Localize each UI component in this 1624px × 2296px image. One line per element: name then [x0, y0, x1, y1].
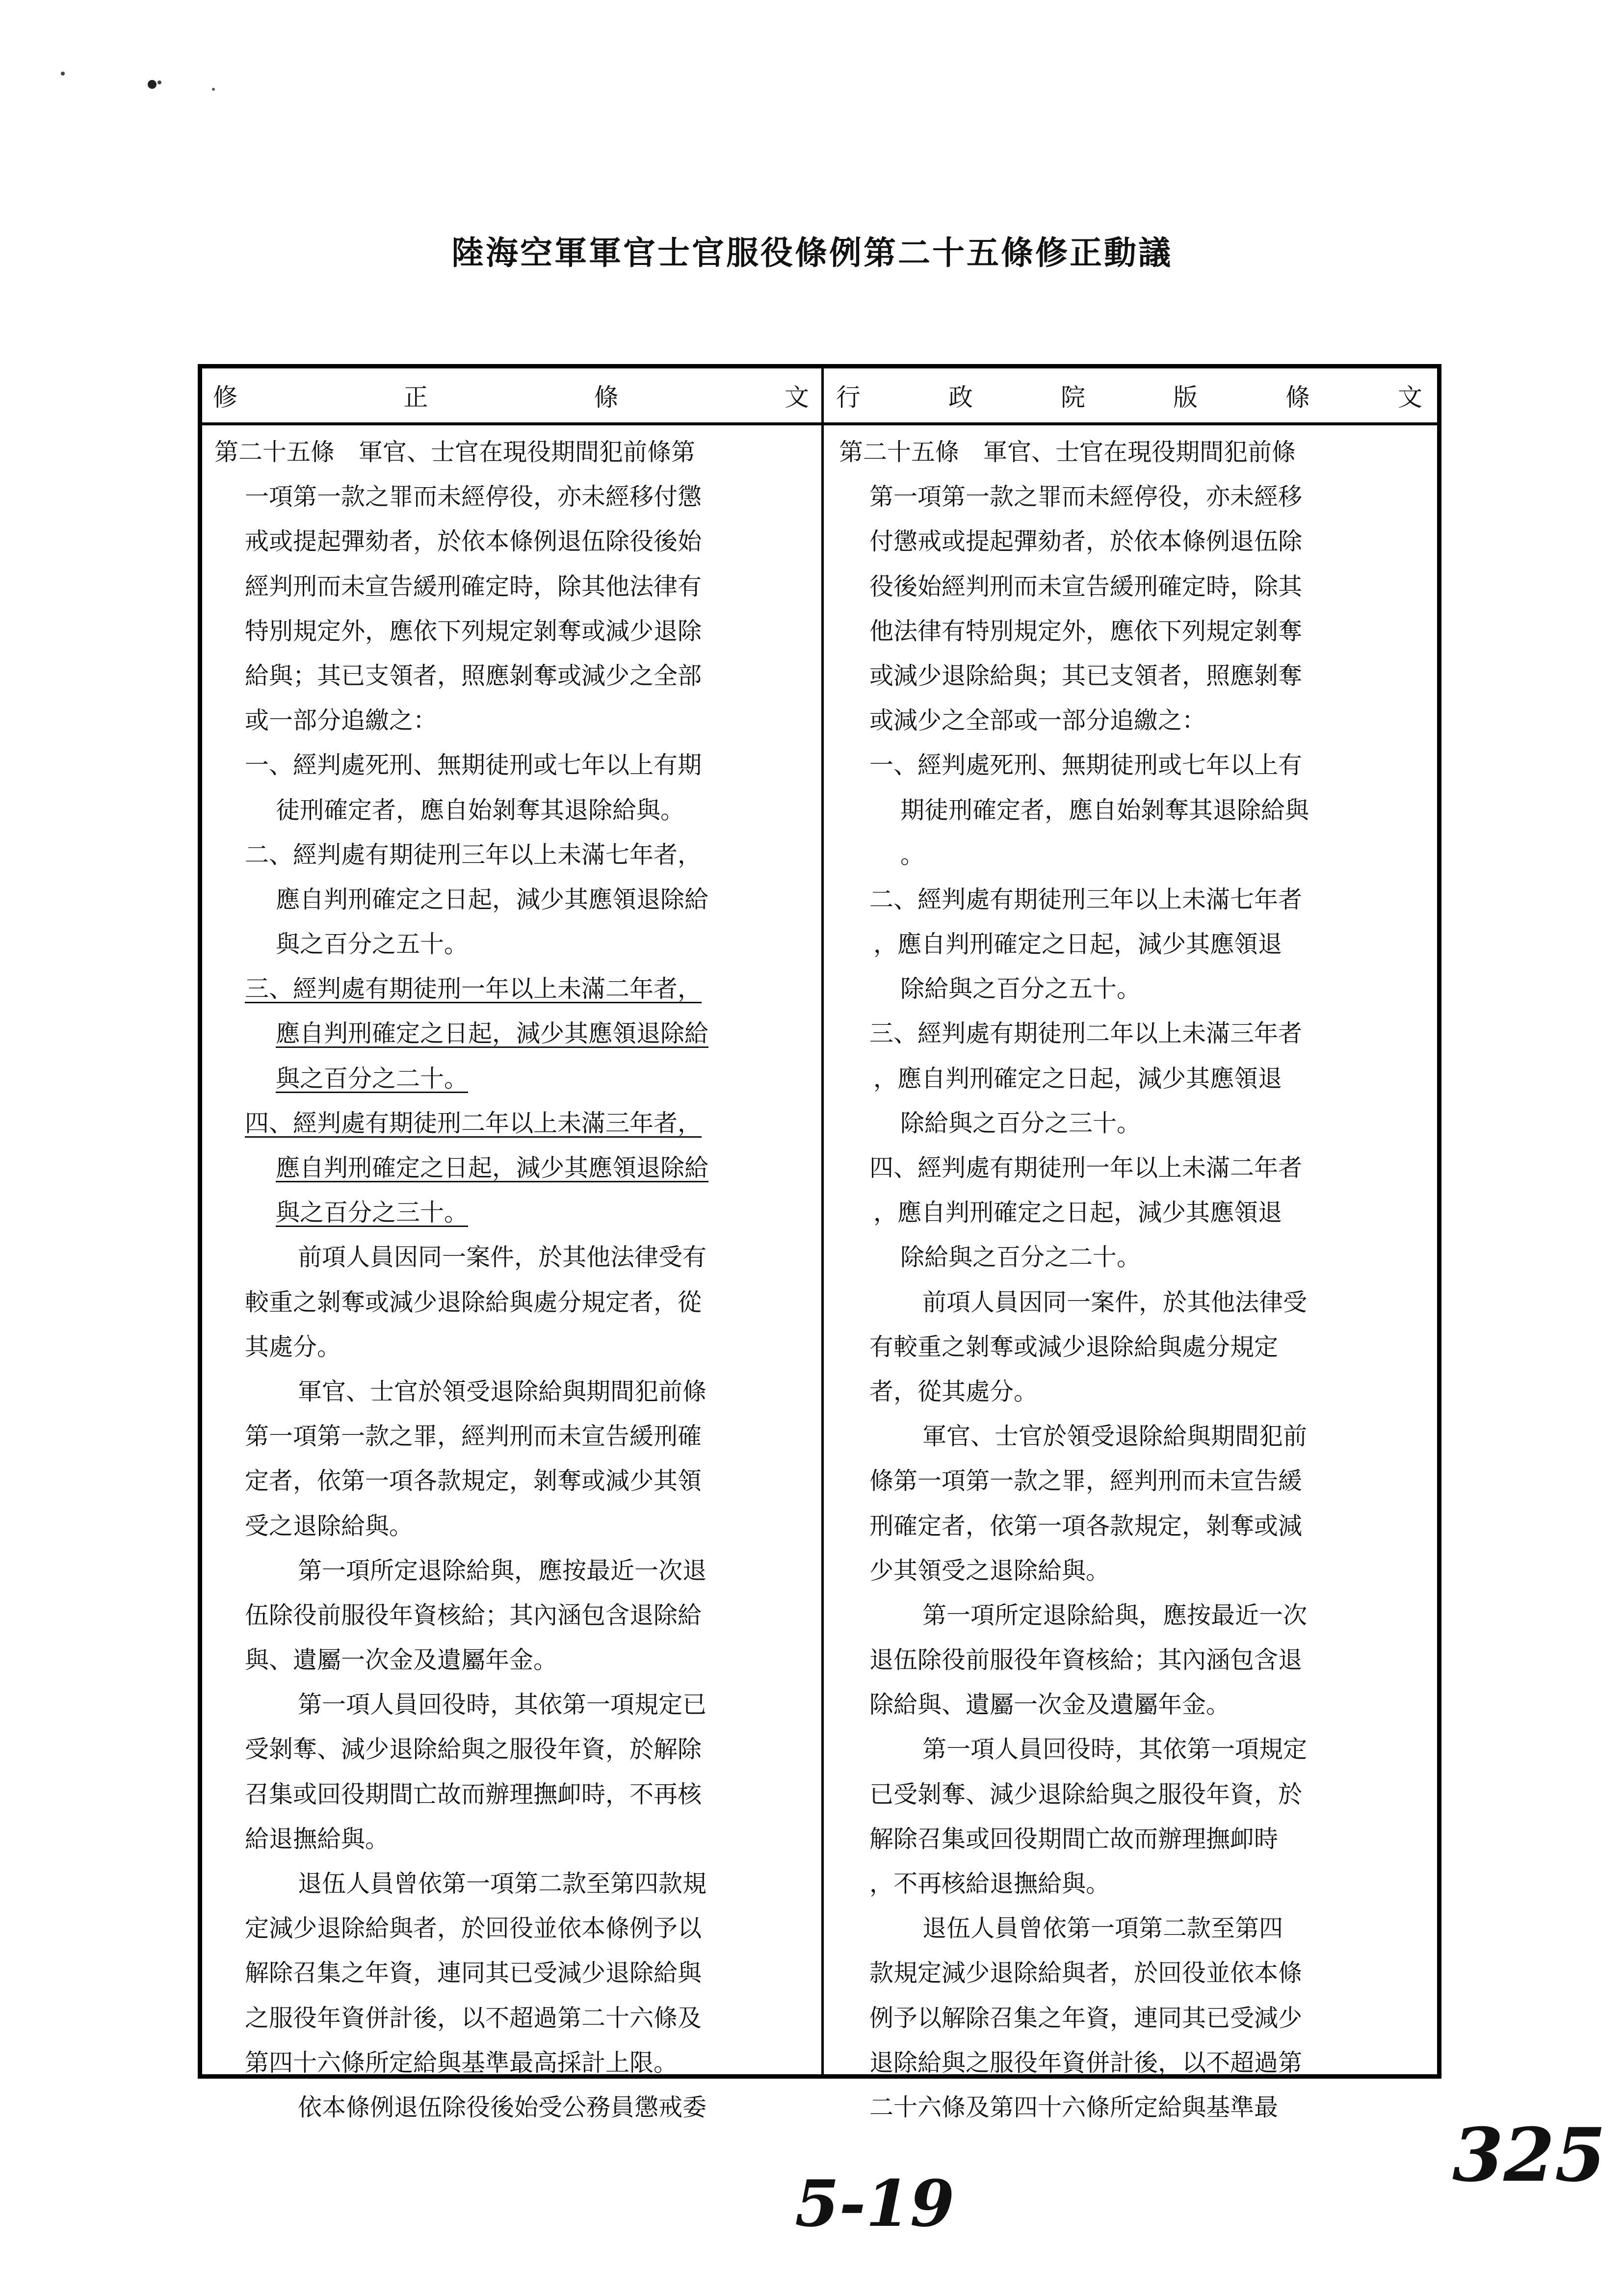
text-line: 軍官、士官於領受退除給與期間犯前: [922, 1422, 1308, 1451]
text-line: 一、經判處死刑、無期徒刑或七年以上有期: [245, 751, 702, 780]
header-rule: [202, 422, 1437, 425]
text-line: 或減少退除給與；其已支領者，照應剝奪: [869, 661, 1303, 690]
text-line: 戒或提起彈劾者，於依本條例退伍除役後始: [245, 527, 702, 556]
header-char: 版: [1173, 383, 1198, 412]
text-line: 除給與、遺屬一次金及遺屬年金。: [869, 1691, 1231, 1719]
document-title: 陸海空軍軍官士官服役條例第二十五條修正動議: [451, 234, 1173, 272]
text-line: 受剝奪、減少退除給與之服役年資，於解除: [245, 1735, 702, 1764]
text-line: 一項第一款之罪而未經停役，亦未經移付懲: [245, 483, 702, 511]
text-line: 期徒刑確定者，應自始剝奪其退除給與: [900, 796, 1310, 824]
amended-article-text: [214, 430, 708, 2130]
text-line: 四、經判處有期徒刑一年以上未滿二年者: [869, 1154, 1303, 1182]
text-line: 。: [900, 840, 925, 869]
text-line: 第一項第一款之罪而未經停役，亦未經移: [869, 483, 1303, 511]
text-line: 者，從其處分。: [869, 1377, 1038, 1406]
amended-line: 三、經判處有期徒刑一年以上未滿二年者，: [245, 975, 702, 1003]
text-line: 依本條例退伍除役後始受公務員懲戒委: [298, 2093, 707, 2121]
text-line: 經判刑而未宣告緩刑確定時，除其他法律有: [245, 572, 702, 600]
text-line: 除給與之百分之五十。: [900, 975, 1141, 1003]
text-line: 軍官、士官於領受退除給與期間犯前條: [298, 1377, 707, 1406]
text-line: 二、經判處有期徒刑三年以上未滿七年者: [869, 885, 1303, 913]
text-line: 已受剝奪、減少退除給與之服役年資，於: [869, 1780, 1303, 1808]
text-line: 二十六條及第四十六條所定給與基準最: [869, 2093, 1279, 2121]
text-line: 款規定減少退除給與者，於回役並依本條: [869, 1959, 1303, 1987]
text-line: 條第一項第一款之罪，經判刑而未宣告緩: [869, 1467, 1303, 1495]
text-line: 少其領受之退除給與。: [869, 1556, 1110, 1585]
text-line: 給與；其已支領者，照應剝奪或減少之全部: [245, 661, 702, 690]
text-line: 應自判刑確定之日起，減少其應領退除給: [276, 885, 709, 913]
text-line: ，應自判刑確定之日起，減少其應領退: [873, 1064, 1283, 1093]
text-line: 退伍人員曾依第一項第二款至第四款規: [298, 1870, 707, 1898]
header-char: 正: [403, 383, 428, 412]
text-line: 與、遺屬一次金及遺屬年金。: [245, 1646, 558, 1674]
header-char: 條: [1285, 383, 1310, 412]
text-line: 徒刑確定者，應自始剝奪其退除給與。: [276, 796, 685, 824]
text-line: 第一項所定退除給與，應按最近一次: [922, 1601, 1308, 1629]
text-line: 定減少退除給與者，於回役並依本條例予以: [245, 1914, 702, 1943]
amended-line: 應自判刑確定之日起，減少其應領退除給: [276, 1019, 709, 1048]
text-line: 一、經判處死刑、無期徒刑或七年以上有: [869, 751, 1303, 780]
comparison-table: [198, 364, 1441, 2121]
text-line: 除給與之百分之二十。: [900, 1243, 1141, 1272]
text-line: 召集或回役期間亡故而辦理撫卹時，不再核: [245, 1780, 702, 1808]
handwritten-page-number: 5-19: [795, 2166, 955, 2241]
text-line: 與之百分之五十。: [276, 930, 469, 959]
header-amended-text: [213, 368, 809, 422]
header-char: 政: [948, 383, 973, 412]
column-divider: [821, 368, 824, 2074]
amended-line: 應自判刑確定之日起，減少其應領退除給: [276, 1154, 709, 1182]
amended-line: 與之百分之三十。: [276, 1199, 469, 1227]
text-line: 解除召集之年資，連同其已受減少退除給與: [245, 1959, 702, 1987]
text-line: 解除召集或回役期間亡故而辦理撫卹時: [869, 1825, 1279, 1853]
text-line: 他法律有特別規定外，應依下列規定剝奪: [869, 617, 1303, 645]
text-line: 付懲戒或提起彈劾者，於依本條例退伍除: [869, 527, 1303, 556]
text-line: ，應自判刑確定之日起，減少其應領退: [873, 1199, 1283, 1227]
executive-yuan-article-text: [839, 430, 1309, 2130]
header-char: 行: [836, 383, 861, 412]
text-line: 定者，依第一項各款規定，剝奪或減少其領: [245, 1467, 702, 1495]
text-line: 第一項所定退除給與，應按最近一次退: [298, 1556, 707, 1585]
text-line: 特別規定外，應依下列規定剝奪或減少退除: [245, 617, 702, 645]
text-line: 第一項人員回役時，其依第一項規定: [922, 1735, 1308, 1764]
header-char: 文: [1398, 383, 1422, 412]
text-line: 第一項人員回役時，其依第一項規定已: [298, 1691, 707, 1719]
scan-speck-marks: [59, 64, 236, 98]
text-line: 有較重之剝奪或減少退除給與處分規定: [869, 1332, 1279, 1361]
text-line: 三、經判處有期徒刑二年以上未滿三年者: [869, 1019, 1303, 1048]
text-line: 或減少之全部或一部分追繳之：: [869, 706, 1206, 735]
header-executive-yuan-version: [836, 368, 1422, 422]
text-line: 前項人員因同一案件，於其他法律受: [922, 1288, 1308, 1316]
text-line: 前項人員因同一案件，於其他法律受有: [298, 1243, 707, 1272]
text-line: 二、經判處有期徒刑三年以上未滿七年者，: [245, 840, 702, 869]
text-line: 給退撫給與。: [245, 1825, 390, 1853]
text-line: 退伍人員曾依第一項第二款至第四: [922, 1914, 1283, 1943]
text-line: 或一部分追繳之：: [245, 706, 438, 735]
text-line: 退伍除役前服役年資核給；其內涵包含退: [869, 1646, 1303, 1674]
text-line: 其處分。: [245, 1332, 341, 1361]
header-char: 條: [594, 383, 619, 412]
text-line: 受之退除給與。: [245, 1512, 414, 1540]
text-line: 伍除役前服役年資核給；其內涵包含退除給: [245, 1601, 702, 1629]
text-line: 例予以解除召集之年資，連同其已受減少: [869, 2004, 1303, 2032]
text-line: ，應自判刑確定之日起，減少其應領退: [873, 930, 1283, 959]
text-line: ，不再核給退撫給與。: [869, 1870, 1110, 1898]
text-line: 刑確定者，依第一項各款規定，剝奪或減: [869, 1512, 1303, 1540]
header-char: 修: [213, 383, 237, 412]
amended-line: 與之百分之二十。: [276, 1064, 469, 1093]
handwritten-sheet-number: 325: [1452, 2112, 1606, 2198]
text-line: 役後始經判刑而未宣告緩刑確定時，除其: [869, 572, 1303, 600]
text-line: 除給與之百分之三十。: [900, 1109, 1141, 1137]
text-line: 較重之剝奪或減少退除給與處分規定者，從: [245, 1288, 702, 1316]
header-char: 文: [784, 383, 809, 412]
text-line: 退除給與之服役年資併計後，以不超過第: [869, 2048, 1303, 2077]
text-line: 第二十五條 軍官、士官在現役期間犯前條: [839, 438, 1296, 466]
amended-line: 四、經判處有期徒刑二年以上未滿三年者，: [245, 1109, 702, 1137]
text-line: 第一項第一款之罪，經判刑而未宣告緩刑確: [245, 1422, 702, 1451]
text-line: 之服役年資併計後，以不超過第二十六條及: [245, 2004, 702, 2032]
text-line: 第二十五條 軍官、士官在現役期間犯前條第: [214, 438, 696, 466]
text-line: 第四十六條所定給與基準最高採計上限。: [245, 2048, 678, 2077]
header-char: 院: [1061, 383, 1085, 412]
